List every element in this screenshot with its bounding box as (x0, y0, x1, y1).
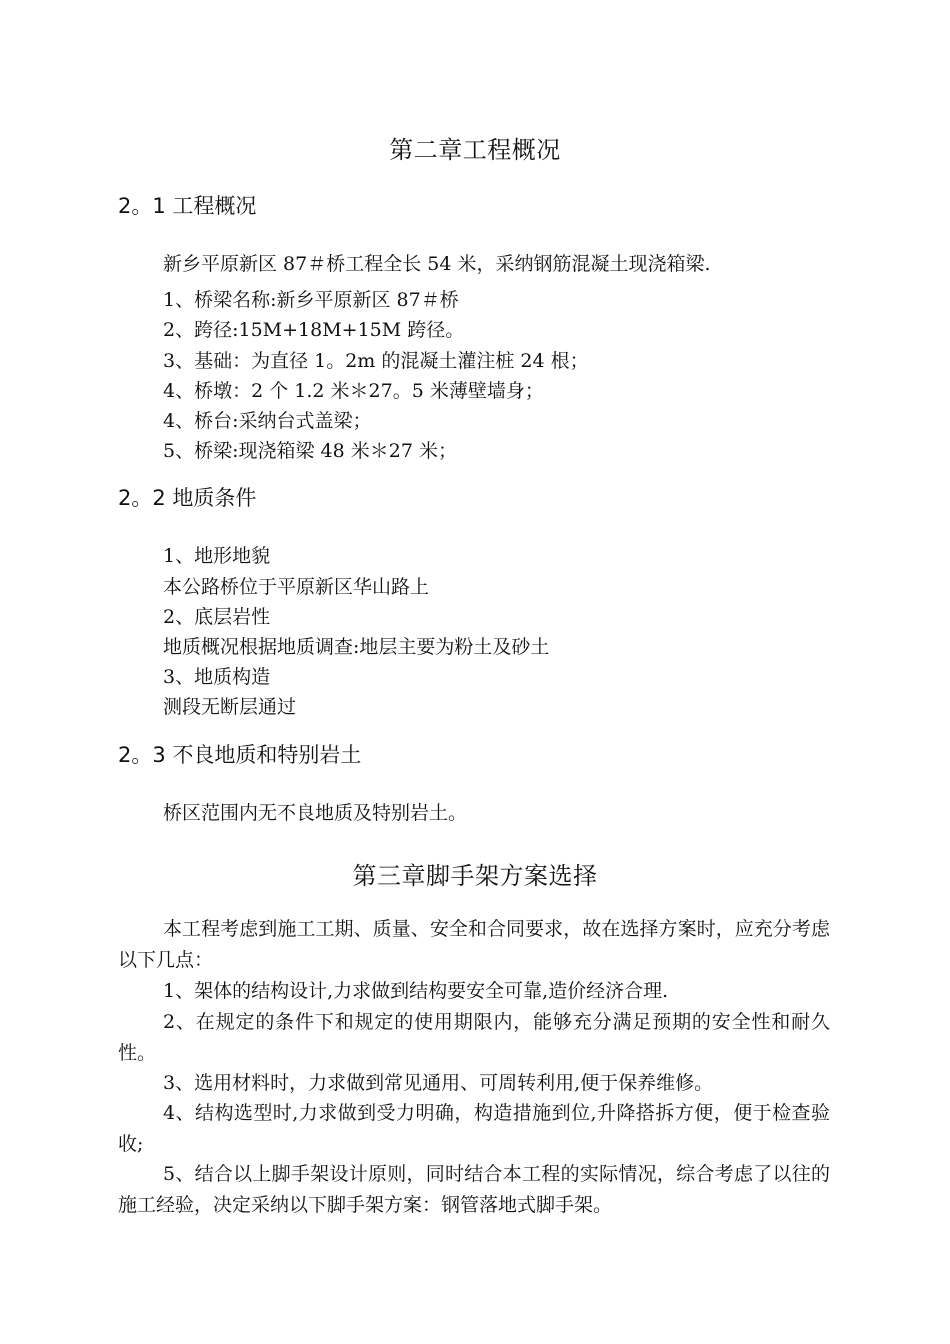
chapter-3-paragraph: 1、架体的结构设计,力求做到结构要安全可靠,造价经济合理. (163, 980, 669, 1002)
section-2-1-line: 新乡平原新区 87＃桥工程全长 54 米，采纳钢筋混凝土现浇箱梁. (163, 253, 711, 275)
section-2-2-title: 2。2 地质条件 (118, 486, 257, 510)
section-2-2-line: 地质概况根据地质调查:地层主要为粉土及砂土 (163, 636, 550, 658)
section-2-1-title: 2。1 工程概况 (118, 194, 257, 218)
chapter-3-paragraph: 2、在规定的条件下和规定的使用期限内，能够充分满足预期的安全性和耐久性。 (118, 1011, 830, 1064)
chapter-3-title: 第三章脚手架方案选择 (352, 862, 598, 890)
section-2-2-line: 2、底层岩性 (163, 606, 271, 628)
section-2-1-line: 5、桥梁:现浇箱梁 48 米＊27 米； (163, 440, 457, 462)
section-2-1-line: 3、基础：为直径 1。2m 的混凝土灌注桩 24 根； (163, 350, 589, 372)
section-2-1-line: 4、桥墩：2 个 1.2 米＊27。5 米薄壁墙身； (163, 380, 544, 402)
section-2-1-line: 1、桥梁名称:新乡平原新区 87＃桥 (163, 289, 459, 311)
section-2-1-line: 2、跨径:15M+18M+15M 跨径。 (163, 319, 465, 341)
chapter-2-title: 第二章工程概况 (389, 136, 561, 164)
chapter-3-paragraph: 4、结构选型时,力求做到受力明确，构造措施到位,升降搭拆方便，便于检查验收; (118, 1102, 830, 1155)
section-2-2-line: 1、地形地貌 (163, 545, 271, 567)
section-2-2-line: 3、地质构造 (163, 666, 271, 688)
section-2-3-title: 2。3 不良地质和特别岩土 (118, 743, 362, 767)
section-2-2-line: 测段无断层通过 (163, 696, 297, 718)
chapter-3-paragraph: 5、结合以上脚手架设计原则，同时结合本工程的实际情况，综合考虑了以往的施工经验，决定采纳以下脚手架方案：钢管落地式脚手架。 (118, 1163, 830, 1216)
section-2-1-line: 4、桥台:采纳台式盖梁； (163, 410, 372, 432)
section-2-3-line: 桥区范围内无不良地质及特别岩土。 (163, 802, 468, 824)
chapter-3-paragraph: 3、选用材料时，力求做到常见通用、可周转利用,便于保养维修。 (163, 1072, 714, 1094)
chapter-3-paragraph: 本工程考虑到施工工期、质量、安全和合同要求，故在选择方案时，应充分考虑以下几点： (118, 918, 830, 971)
section-2-2-line: 本公路桥位于平原新区华山路上 (163, 576, 430, 598)
